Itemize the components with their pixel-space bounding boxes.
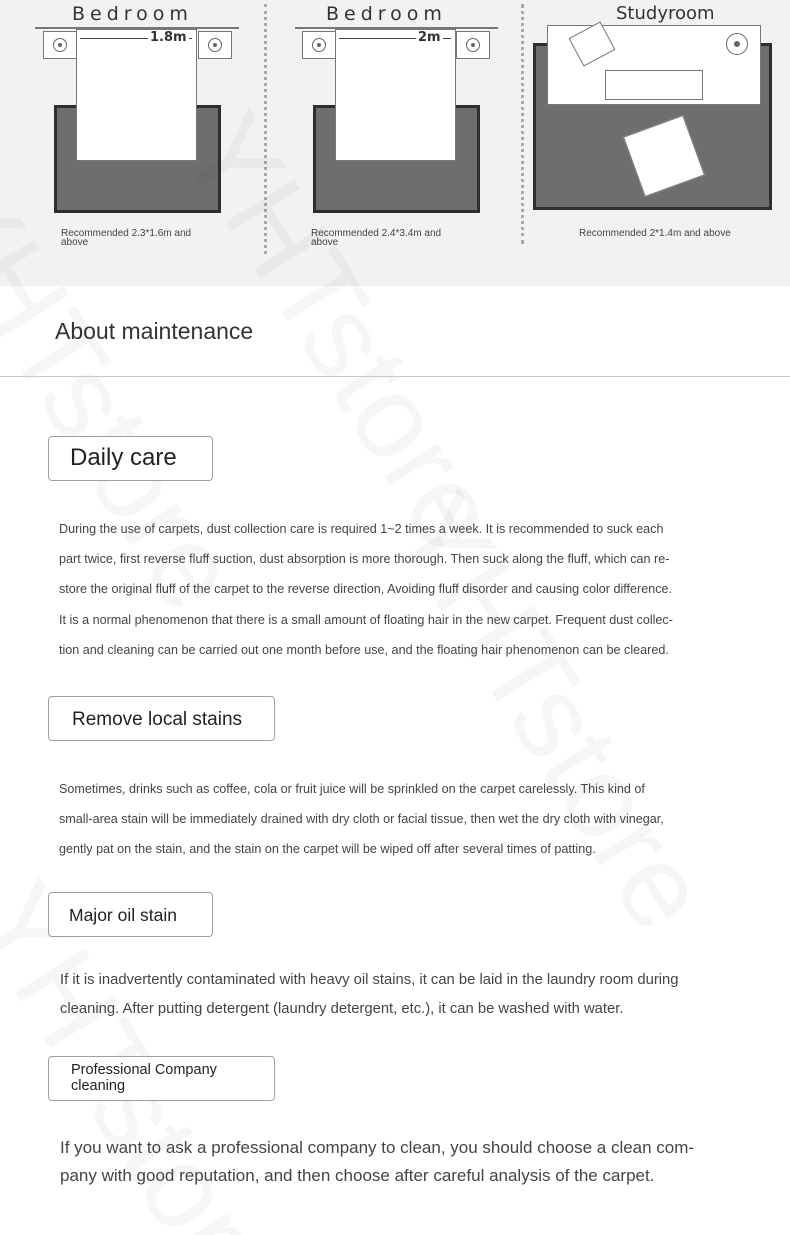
section-divider: [0, 376, 790, 377]
paragraph-line: gently pat on the stain, and the stain on the carpet will be wiped off after several times of patting.: [59, 842, 596, 857]
paragraph-line: During the use of carpets, dust collection care is required 1~2 times a week. It is recommended to suck each: [59, 522, 664, 536]
paragraph-line: cleaning. After putting detergent (laundry detergent, etc.), it can be washed with water.: [60, 1001, 624, 1017]
heading-line: Professional Company: [71, 1062, 217, 1078]
room-separator: [521, 4, 524, 244]
paragraph-line: part twice, first reverse fluff suction, dust absorption is more thorough. Then suck along the fluff, which can re-: [59, 552, 670, 567]
paragraph-line: It is a normal phenomenon that there is a small amount of floating hair in the new carpet. Frequent dust collec-: [59, 612, 673, 627]
paragraph-line: store the original fluff of the carpet to the reverse direction, Avoiding fluff disorder and causing color difference.: [59, 582, 673, 597]
lamp-icon: [726, 33, 748, 55]
room-3-recommendation: Recommended 2*1.4m and above: [579, 228, 731, 239]
room-2-bed-size: 2m: [418, 30, 441, 45]
paragraph-line: small-area stain will be immediately drained with dry cloth or facial tissue, then wet the dry cloth with vinegar,: [59, 812, 664, 827]
maintenance-title: About maintenance: [55, 318, 254, 344]
remove-stains-heading: Remove local stains: [48, 696, 275, 741]
heading-line: cleaning: [71, 1078, 126, 1094]
room-1-bed: [76, 29, 197, 161]
room-separator: [264, 4, 267, 254]
professional-cleaning-heading: [48, 1056, 275, 1101]
paragraph-line: tion and cleaning can be carried out one month before use, and the floating hair phenomenon can be cleared.: [59, 642, 669, 657]
paragraph-line: If it is inadvertently contaminated with heavy oil stains, it can be laid in the laundry room during: [60, 972, 679, 988]
room-1-recommendation: Recommended 2.3*1.6m and above: [61, 228, 192, 248]
professional-cleaning-text: [60, 1134, 750, 1190]
room-1-bed-size: 1.8m: [150, 30, 187, 45]
room-2-bed: [335, 29, 456, 161]
room-1-nightstand-right: [198, 31, 232, 59]
room-1-nightstand-left: [43, 31, 77, 59]
room-3-title: Studyroom: [616, 3, 715, 24]
lamp-icon: [466, 38, 480, 52]
room-3-keyboard: [605, 70, 703, 100]
daily-care-heading: Daily care: [48, 436, 213, 481]
room-layout-illustrations: [0, 0, 790, 286]
room-1-title: Bedroom: [72, 3, 193, 25]
room-2-recommendation: Recommended 2.4*3.4m and above: [311, 228, 442, 248]
remove-stains-text: [59, 774, 749, 865]
daily-care-text: [59, 514, 749, 665]
paragraph-line: Sometimes, drinks such as coffee, cola or fruit juice will be sprinkled on the carpet carelessly. This kind of: [59, 782, 645, 796]
room-2-nightstand-right: [456, 31, 490, 59]
room-2-nightstand-left: [302, 31, 336, 59]
room-2-title: Bedroom: [326, 3, 447, 25]
paragraph-line: pany with good reputation, and then choose after careful analysis of the carpet.: [60, 1166, 655, 1185]
lamp-icon: [53, 38, 67, 52]
oil-stain-heading: Major oil stain: [48, 892, 213, 937]
lamp-icon: [312, 38, 326, 52]
paragraph-line: If you want to ask a professional company to clean, you should choose a clean com-: [60, 1138, 695, 1157]
oil-stain-text: [60, 966, 750, 1024]
lamp-icon: [208, 38, 222, 52]
